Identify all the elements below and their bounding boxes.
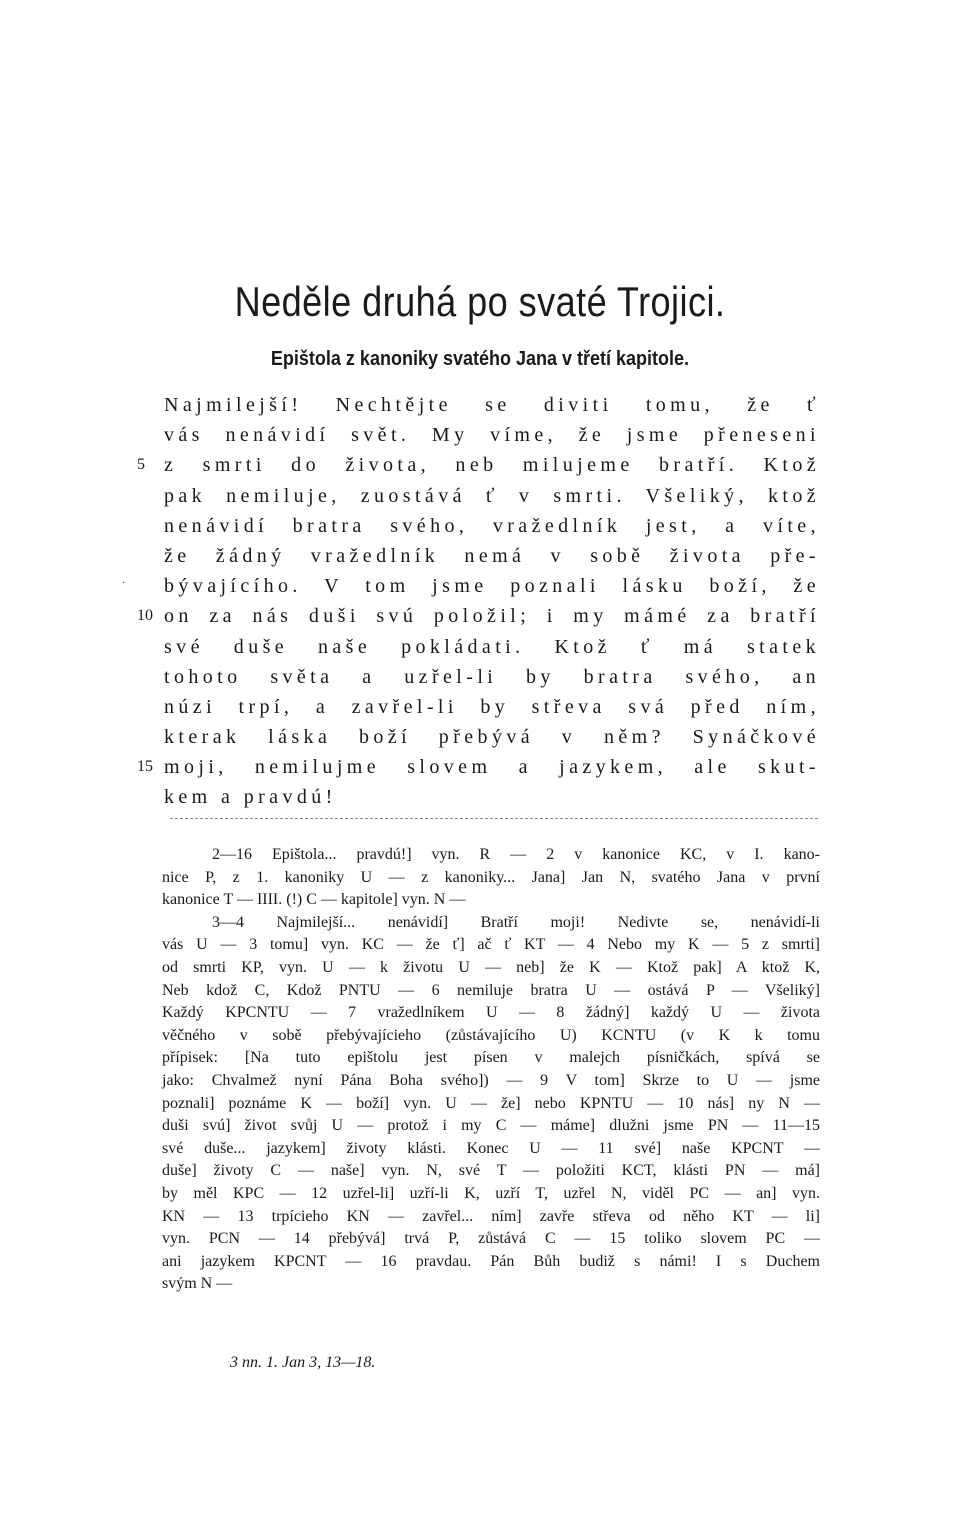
note-line: své duše... jazykem] životy klásti. Konec U — 11 své] naše KPCNT — [162,1139,820,1157]
line-text: moji, nemilujme slovem a jazykem, ale skut- [164,756,820,779]
note-line: duše] životy C — naše] vyn. N, své T — položiti KCT, klásti PN — má] [162,1162,820,1180]
line-text: z smrti do života, neb milujeme bratří. Ktož [164,454,820,477]
text-line [164,782,820,812]
line-text: nenávidí bratra svého, vražedlník jest, a víte, [164,514,820,537]
text-line [164,722,820,752]
note-line: nice P, z 1. kanoniky U — z kanoniky... Jana] Jan N, svatého Jana v první [162,868,820,886]
text-line [137,601,820,631]
line-text: tohoto světa a uzřel-li by bratra svého, an [164,665,820,688]
text-line [164,632,820,662]
separator-line [170,818,818,819]
note-line: poznali] poznáme K — boží] vyn. U — že] nebo KPNTU — 10 nás] ny N — [162,1094,820,1112]
note-line: Každý KPCNTU — 7 vražedlníkem U — 8 žádný] každý U — života [162,1004,820,1022]
page-title: Neděle druhá po svaté Trojici. [234,278,726,325]
note-line: vás U — 3 tomu] vyn. KC — že ť] ač ť KT — 4 Nebo my K — 5 z smrti] [162,936,820,954]
text-line [137,752,820,782]
citation: 3 nn. 1. Jan 3, 13—18. [230,1354,376,1371]
critical-apparatus [162,844,820,1296]
text-line [164,390,820,420]
line-number: 15 [137,758,153,776]
note-line: by měl KPC — 12 uzřel-li] uzří-li K, uzří T, uzřel N, viděl PC — an] vyn. [162,1184,820,1202]
note-line: Neb kdož C, Kdož PNTU — 6 nemiluje bratra U — ostává P — Všeliký] [162,981,820,999]
note-line: od smrti KP, vyn. U — k životu U — neb] že K — Ktož pak] A ktož K, [162,958,820,976]
note-line: věčného v sobě přebývajícieho (zůstávajícího U) KCNTU (v K k tomu [162,1026,820,1044]
line-text: on za nás duši svú položil; i my mámé za bratří [164,605,820,628]
note-line: duši svú] život svůj U — protož i my C — máme] dlužni jsme PN — 11—15 [162,1117,820,1135]
note-line: svým N — [162,1275,233,1293]
text-line [164,481,820,511]
line-text: Najmilejší! Nechtějte se diviti tomu, že ť [164,394,820,416]
margin-mark: · [122,578,126,589]
line-text: bývajícího. V tom jsme poznali lásku boží, že [164,575,820,598]
line-number: 10 [137,607,153,625]
text-line [164,420,820,450]
line-text: kterak láska boží přebývá v něm? Synáčkové [164,726,820,749]
note-line: jako: Chvalmež nyní Pána Boha svého]) — 9 V tom] Skrze to U — jsme [162,1071,820,1089]
page-subtitle: Epištola z kanoniky svatého Jana v třetí kapitole. [270,348,690,370]
text-line [137,450,820,480]
text-line [164,511,820,541]
line-text: vás nenávidí svět. My víme, že jsme přeneseni [164,424,820,447]
line-text: kem a pravdú! [164,786,337,809]
line-number: 5 [137,456,145,474]
note-line: kanonice T — IIII. (!) C — kapitole] vyn. N — [162,891,466,909]
text-line [164,571,820,601]
line-text: že žádný vražedlník nemá v sobě života pře- [164,544,820,567]
note-line: 2—16 Epištola... pravdú!] vyn. R — 2 v kanonice KC, v I. kano- [212,846,820,863]
text-line [164,541,820,571]
line-text: pak nemiluje, zuostává ť v smrti. Všeliký, ktož [164,484,820,507]
main-text [137,390,820,813]
text-line [164,662,820,692]
note-line: KN — 13 trpícieho KN — zavřel... ním] zavře střeva od něho KT — li] [162,1207,820,1225]
text-line [164,692,820,722]
line-text: núzi trpí, a zavřel-li by střeva svá před ním, [164,695,820,718]
note-line: vyn. PCN — 14 přebývá] trvá P, zůstává C — 15 toliko slovem PC — [162,1230,820,1248]
note-line: ani jazykem KPCNT — 16 pravdau. Pán Bůh budiž s námi! I s Duchem [162,1252,820,1270]
note-line: 3—4 Najmilejší... nenávidí] Bratří moji! Nedivte se, nenávidí-li [212,913,820,931]
line-text: své duše naše pokládati. Ktož ť má statek [164,635,820,658]
note-line: přípisek: [Na tuto epištolu jest písen v malejch písničkách, spívá se [162,1049,820,1067]
